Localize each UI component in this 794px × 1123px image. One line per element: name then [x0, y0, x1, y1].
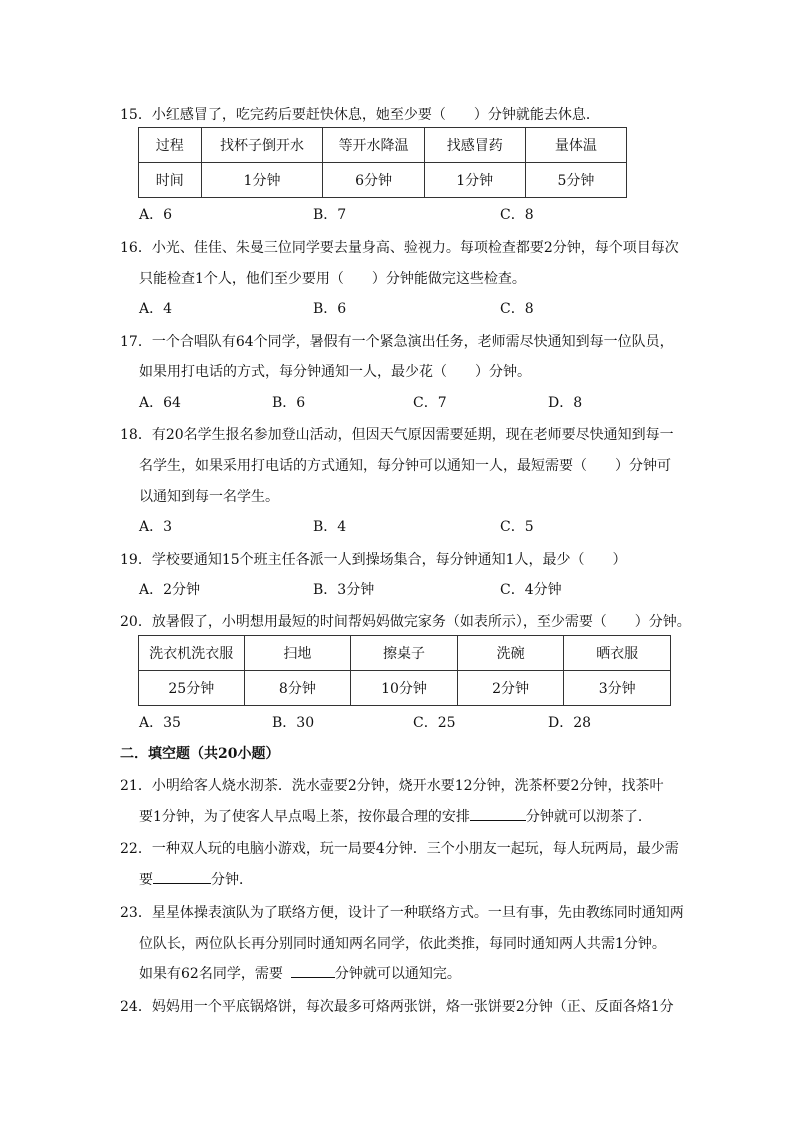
option-b: B．4 [313, 519, 347, 535]
q22-text-b: 分钟． [211, 872, 253, 888]
table-row [139, 163, 627, 198]
table-cell: 3分钟 [564, 671, 671, 706]
q20-stem: 20．放暑假了，小明想用最短的时间帮妈妈做完家务（如表所示），至少需要（ ）分钟。 [120, 614, 691, 630]
q23-text-b: 分钟就可以通知完。 [334, 966, 461, 982]
q23-stem-line3 [139, 963, 461, 983]
table-cell: 1分钟 [201, 163, 323, 198]
option-c: C．4分钟 [500, 582, 562, 598]
table-cell: 时间 [139, 163, 202, 198]
option-b: B．30 [272, 715, 315, 731]
table-cell: 等开水降温 [323, 128, 424, 163]
option-a: A．3 [139, 519, 173, 535]
table-cell: 5分钟 [525, 163, 626, 198]
option-b: B．3分钟 [313, 582, 375, 598]
q17-stem-line1: 17．一个合唱队有64个同学，暑假有一个紧急演出任务，老师需尽快通知到每一位队员， [120, 334, 674, 350]
q22-text-a: 要 [139, 872, 153, 888]
table-cell: 晒衣服 [564, 636, 671, 671]
table-cell: 2分钟 [457, 671, 564, 706]
table-cell: 过程 [139, 128, 202, 163]
q21-text-b: 分钟就可以沏茶了． [525, 809, 652, 825]
table-cell: 洗衣机洗衣服 [139, 636, 245, 671]
option-c: C．7 [413, 395, 447, 411]
q21-text-a: 要1分钟，为了使客人早点喝上茶，按你最合理的安排 [139, 809, 470, 825]
table-row [139, 671, 671, 706]
option-b: B．6 [313, 301, 347, 317]
table-cell: 25分钟 [139, 671, 245, 706]
table-cell: 10分钟 [351, 671, 458, 706]
option-c: C．8 [500, 207, 534, 223]
answer-blank[interactable] [291, 963, 335, 978]
q15-stem: 15．小红感冒了，吃完药后要赶快休息，她至少要（ ）分钟就能去休息． [120, 107, 600, 123]
q18-stem-line1: 18．有20名学生报名参加登山活动，但因天气原因需要延期，现在老师要尽快通知到每一 [120, 427, 674, 443]
option-d: D．8 [548, 395, 583, 411]
table-cell: 量体温 [525, 128, 626, 163]
q22-stem-line1: 22．一种双人玩的电脑小游戏，玩一局要4分钟．三个小朋友一起玩，每人玩两局，最少需 [120, 841, 679, 857]
table-cell: 扫地 [244, 636, 351, 671]
answer-blank[interactable] [153, 869, 211, 884]
option-b: B．6 [272, 395, 306, 411]
option-c: C．25 [413, 715, 456, 731]
option-a: A．2分钟 [139, 582, 201, 598]
option-a: A．64 [139, 395, 181, 411]
option-c: C．5 [500, 519, 534, 535]
q20-table [138, 635, 671, 706]
q23-stem-line1: 23．星星体操表演队为了联络方便，设计了一种联络方式。一旦有事，先由教练同时通知两 [120, 905, 684, 921]
q19-stem: 19．学校要通知15个班主任各派一人到操场集合，每分钟通知1人，最少（ ） [120, 552, 627, 568]
option-d: D．28 [548, 715, 592, 731]
table-cell: 洗碗 [457, 636, 564, 671]
q24-stem-line1: 24．妈妈用一个平底锅烙饼，每次最多可烙两张饼，烙一张饼要2分钟（正、反面各烙1分 [120, 999, 674, 1015]
option-a: A．4 [139, 301, 173, 317]
option-a: A．6 [139, 207, 173, 223]
option-c: C．8 [500, 301, 534, 317]
table-row [139, 128, 627, 163]
table-cell: 找感冒药 [424, 128, 525, 163]
table-row [139, 636, 671, 671]
table-cell: 找杯子倒开水 [201, 128, 323, 163]
q21-stem-line2 [139, 806, 652, 826]
option-b: B．7 [313, 207, 347, 223]
q17-stem-line2: 如果用打电话的方式，每分钟通知一人，最少花（ ）分钟。 [139, 364, 531, 380]
q21-stem-line1: 21．小明给客人烧水沏茶．洗水壶要2分钟，烧开水要12分钟，洗茶杯要2分钟，找茶叶 [120, 778, 664, 794]
q23-text-a: 如果有62名同学，需要 [139, 966, 283, 982]
q23-stem-line2: 位队长，两位队长再分别同时通知两名同学，依此类推，每同时通知两人共需1分钟。 [139, 936, 666, 952]
q18-stem-line3: 以通知到每一名学生。 [139, 489, 279, 505]
q16-stem-line1: 16．小光、佳佳、朱曼三位同学要去量身高、验视力。每项检查都要2分钟，每个项目每次 [120, 240, 679, 256]
q22-stem-line2 [139, 869, 253, 889]
q18-stem-line2: 名学生，如果采用打电话的方式通知，每分钟可以通知一人，最短需要（ ）分钟可 [139, 458, 671, 474]
section-heading: 二．填空题（共20小题） [120, 746, 280, 762]
answer-blank[interactable] [470, 806, 526, 821]
q15-table [138, 127, 627, 198]
table-cell: 1分钟 [424, 163, 525, 198]
table-cell: 8分钟 [244, 671, 351, 706]
table-cell: 6分钟 [323, 163, 424, 198]
q16-stem-line2: 只能检查1个人，他们至少要用（ ）分钟能做完这些检查。 [139, 271, 526, 287]
table-cell: 擦桌子 [351, 636, 458, 671]
option-a: A．35 [139, 715, 181, 731]
